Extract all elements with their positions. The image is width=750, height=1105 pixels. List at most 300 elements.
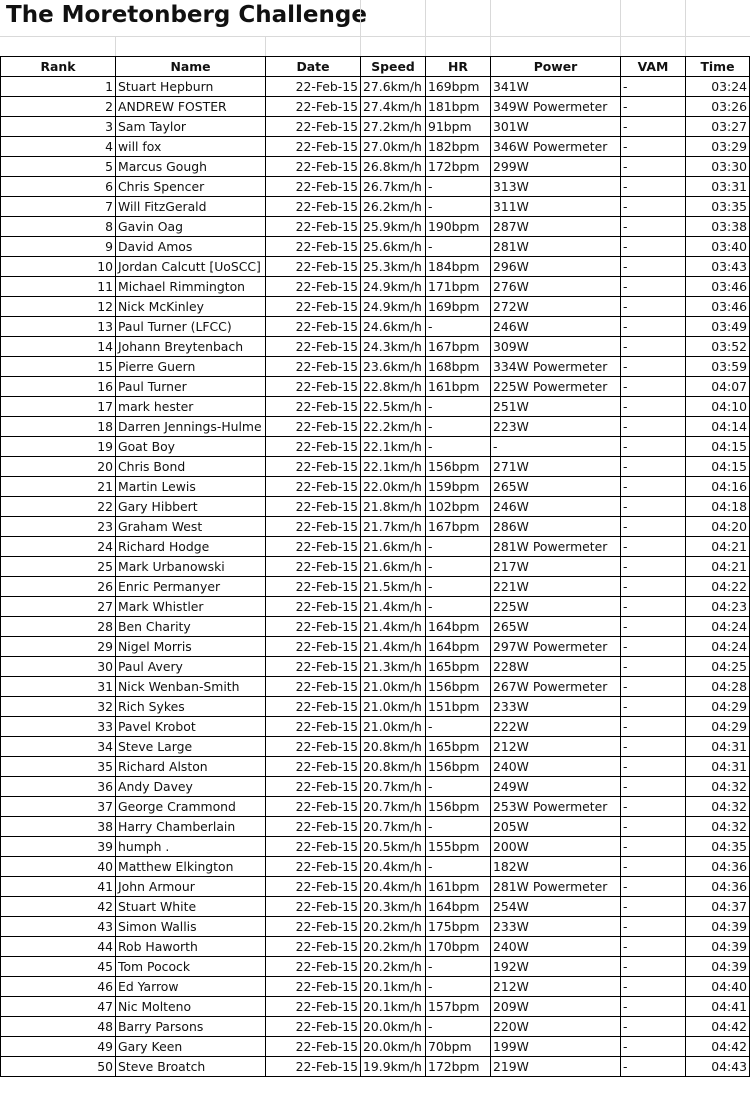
vam-cell[interactable]: -	[621, 117, 686, 137]
power-cell[interactable]: 281W	[491, 237, 621, 257]
name-cell[interactable]: Johann Breytenbach	[116, 337, 266, 357]
name-cell[interactable]: George Crammond	[116, 797, 266, 817]
power-cell[interactable]: -	[491, 437, 621, 457]
power-cell[interactable]: 219W	[491, 1057, 621, 1077]
vam-cell[interactable]: -	[621, 677, 686, 697]
date-cell[interactable]: 22-Feb-15	[266, 877, 361, 897]
hr-cell[interactable]: 172bpm	[426, 157, 491, 177]
date-cell[interactable]: 22-Feb-15	[266, 777, 361, 797]
hr-cell[interactable]: 156bpm	[426, 757, 491, 777]
name-cell[interactable]: mark hester	[116, 397, 266, 417]
time-cell[interactable]: 03:38	[686, 217, 750, 237]
rank-cell[interactable]: 34	[1, 737, 116, 757]
date-cell[interactable]: 22-Feb-15	[266, 117, 361, 137]
hr-cell[interactable]: 169bpm	[426, 297, 491, 317]
time-cell[interactable]: 04:15	[686, 437, 750, 457]
vam-cell[interactable]: -	[621, 737, 686, 757]
time-cell[interactable]: 04:31	[686, 757, 750, 777]
rank-cell[interactable]: 39	[1, 837, 116, 857]
speed-cell[interactable]: 21.5km/h	[361, 577, 426, 597]
speed-cell[interactable]: 21.0km/h	[361, 717, 426, 737]
vam-cell[interactable]: -	[621, 637, 686, 657]
hr-cell[interactable]: 167bpm	[426, 337, 491, 357]
power-cell[interactable]: 265W	[491, 477, 621, 497]
name-cell[interactable]: Nick Wenban-Smith	[116, 677, 266, 697]
name-cell[interactable]: Paul Avery	[116, 657, 266, 677]
rank-cell[interactable]: 44	[1, 937, 116, 957]
time-cell[interactable]: 04:37	[686, 897, 750, 917]
date-cell[interactable]: 22-Feb-15	[266, 837, 361, 857]
name-cell[interactable]: Goat Boy	[116, 437, 266, 457]
speed-cell[interactable]: 27.2km/h	[361, 117, 426, 137]
hr-cell[interactable]: 181bpm	[426, 97, 491, 117]
hr-cell[interactable]: -	[426, 317, 491, 337]
time-cell[interactable]: 04:18	[686, 497, 750, 517]
speed-cell[interactable]: 20.1km/h	[361, 977, 426, 997]
speed-cell[interactable]: 27.0km/h	[361, 137, 426, 157]
rank-cell[interactable]: 33	[1, 717, 116, 737]
vam-cell[interactable]: -	[621, 297, 686, 317]
hr-cell[interactable]: -	[426, 717, 491, 737]
rank-cell[interactable]: 13	[1, 317, 116, 337]
name-cell[interactable]: Pierre Guern	[116, 357, 266, 377]
name-cell[interactable]: Stuart Hepburn	[116, 77, 266, 97]
rank-cell[interactable]: 29	[1, 637, 116, 657]
time-cell[interactable]: 04:36	[686, 877, 750, 897]
vam-cell[interactable]: -	[621, 837, 686, 857]
power-cell[interactable]: 296W	[491, 257, 621, 277]
date-cell[interactable]: 22-Feb-15	[266, 417, 361, 437]
hr-cell[interactable]: -	[426, 817, 491, 837]
date-cell[interactable]: 22-Feb-15	[266, 197, 361, 217]
rank-cell[interactable]: 22	[1, 497, 116, 517]
date-cell[interactable]: 22-Feb-15	[266, 477, 361, 497]
vam-cell[interactable]: -	[621, 237, 686, 257]
rank-cell[interactable]: 38	[1, 817, 116, 837]
vam-cell[interactable]: -	[621, 557, 686, 577]
name-cell[interactable]: Gary Hibbert	[116, 497, 266, 517]
name-cell[interactable]: ANDREW FOSTER	[116, 97, 266, 117]
speed-cell[interactable]: 26.8km/h	[361, 157, 426, 177]
speed-cell[interactable]: 24.3km/h	[361, 337, 426, 357]
hr-cell[interactable]: -	[426, 857, 491, 877]
power-cell[interactable]: 309W	[491, 337, 621, 357]
name-cell[interactable]: Pavel Krobot	[116, 717, 266, 737]
hr-cell[interactable]: 172bpm	[426, 1057, 491, 1077]
time-cell[interactable]: 04:35	[686, 837, 750, 857]
speed-cell[interactable]: 22.0km/h	[361, 477, 426, 497]
rank-cell[interactable]: 7	[1, 197, 116, 217]
vam-cell[interactable]: -	[621, 657, 686, 677]
rank-cell[interactable]: 50	[1, 1057, 116, 1077]
vam-cell[interactable]: -	[621, 1057, 686, 1077]
vam-cell[interactable]: -	[621, 217, 686, 237]
rank-cell[interactable]: 10	[1, 257, 116, 277]
time-cell[interactable]: 04:21	[686, 537, 750, 557]
vam-cell[interactable]: -	[621, 377, 686, 397]
vam-cell[interactable]: -	[621, 357, 686, 377]
hr-cell[interactable]: 156bpm	[426, 677, 491, 697]
name-cell[interactable]: Enric Permanyer	[116, 577, 266, 597]
rank-cell[interactable]: 4	[1, 137, 116, 157]
speed-cell[interactable]: 25.6km/h	[361, 237, 426, 257]
date-cell[interactable]: 22-Feb-15	[266, 377, 361, 397]
hr-cell[interactable]: -	[426, 777, 491, 797]
time-cell[interactable]: 03:43	[686, 257, 750, 277]
header-speed[interactable]: Speed	[361, 57, 426, 77]
time-cell[interactable]: 04:40	[686, 977, 750, 997]
hr-cell[interactable]: 164bpm	[426, 637, 491, 657]
header-time[interactable]: Time	[686, 57, 750, 77]
power-cell[interactable]: 209W	[491, 997, 621, 1017]
name-cell[interactable]: Marcus Gough	[116, 157, 266, 177]
power-cell[interactable]: 334W Powermeter	[491, 357, 621, 377]
rank-cell[interactable]: 47	[1, 997, 116, 1017]
rank-cell[interactable]: 45	[1, 957, 116, 977]
date-cell[interactable]: 22-Feb-15	[266, 1017, 361, 1037]
time-cell[interactable]: 03:40	[686, 237, 750, 257]
vam-cell[interactable]: -	[621, 757, 686, 777]
vam-cell[interactable]: -	[621, 197, 686, 217]
hr-cell[interactable]: 161bpm	[426, 877, 491, 897]
vam-cell[interactable]: -	[621, 697, 686, 717]
name-cell[interactable]: John Armour	[116, 877, 266, 897]
power-cell[interactable]: 249W	[491, 777, 621, 797]
speed-cell[interactable]: 20.2km/h	[361, 937, 426, 957]
vam-cell[interactable]: -	[621, 617, 686, 637]
speed-cell[interactable]: 24.6km/h	[361, 317, 426, 337]
speed-cell[interactable]: 24.9km/h	[361, 297, 426, 317]
vam-cell[interactable]: -	[621, 817, 686, 837]
rank-cell[interactable]: 5	[1, 157, 116, 177]
time-cell[interactable]: 04:32	[686, 777, 750, 797]
name-cell[interactable]: Barry Parsons	[116, 1017, 266, 1037]
time-cell[interactable]: 04:21	[686, 557, 750, 577]
rank-cell[interactable]: 3	[1, 117, 116, 137]
speed-cell[interactable]: 19.9km/h	[361, 1057, 426, 1077]
time-cell[interactable]: 03:29	[686, 137, 750, 157]
hr-cell[interactable]: 171bpm	[426, 277, 491, 297]
date-cell[interactable]: 22-Feb-15	[266, 317, 361, 337]
speed-cell[interactable]: 20.4km/h	[361, 877, 426, 897]
hr-cell[interactable]: 175bpm	[426, 917, 491, 937]
time-cell[interactable]: 04:32	[686, 797, 750, 817]
power-cell[interactable]: 276W	[491, 277, 621, 297]
hr-cell[interactable]: 190bpm	[426, 217, 491, 237]
rank-cell[interactable]: 43	[1, 917, 116, 937]
speed-cell[interactable]: 20.1km/h	[361, 997, 426, 1017]
time-cell[interactable]: 04:39	[686, 937, 750, 957]
power-cell[interactable]: 228W	[491, 657, 621, 677]
time-cell[interactable]: 04:28	[686, 677, 750, 697]
speed-cell[interactable]: 21.4km/h	[361, 617, 426, 637]
power-cell[interactable]: 212W	[491, 977, 621, 997]
rank-cell[interactable]: 16	[1, 377, 116, 397]
power-cell[interactable]: 199W	[491, 1037, 621, 1057]
power-cell[interactable]: 225W Powermeter	[491, 377, 621, 397]
time-cell[interactable]: 03:46	[686, 277, 750, 297]
time-cell[interactable]: 04:32	[686, 817, 750, 837]
name-cell[interactable]: Sam Taylor	[116, 117, 266, 137]
vam-cell[interactable]: -	[621, 957, 686, 977]
power-cell[interactable]: 297W Powermeter	[491, 637, 621, 657]
vam-cell[interactable]: -	[621, 437, 686, 457]
date-cell[interactable]: 22-Feb-15	[266, 937, 361, 957]
hr-cell[interactable]: 182bpm	[426, 137, 491, 157]
header-power[interactable]: Power	[491, 57, 621, 77]
speed-cell[interactable]: 27.6km/h	[361, 77, 426, 97]
power-cell[interactable]: 225W	[491, 597, 621, 617]
name-cell[interactable]: Nigel Morris	[116, 637, 266, 657]
time-cell[interactable]: 04:29	[686, 717, 750, 737]
date-cell[interactable]: 22-Feb-15	[266, 997, 361, 1017]
vam-cell[interactable]: -	[621, 997, 686, 1017]
power-cell[interactable]: 240W	[491, 757, 621, 777]
power-cell[interactable]: 271W	[491, 457, 621, 477]
speed-cell[interactable]: 22.5km/h	[361, 397, 426, 417]
name-cell[interactable]: Stuart White	[116, 897, 266, 917]
name-cell[interactable]: Nick McKinley	[116, 297, 266, 317]
vam-cell[interactable]: -	[621, 97, 686, 117]
power-cell[interactable]: 313W	[491, 177, 621, 197]
vam-cell[interactable]: -	[621, 917, 686, 937]
name-cell[interactable]: Martin Lewis	[116, 477, 266, 497]
rank-cell[interactable]: 20	[1, 457, 116, 477]
speed-cell[interactable]: 21.0km/h	[361, 697, 426, 717]
rank-cell[interactable]: 41	[1, 877, 116, 897]
power-cell[interactable]: 346W Powermeter	[491, 137, 621, 157]
speed-cell[interactable]: 26.7km/h	[361, 177, 426, 197]
power-cell[interactable]: 251W	[491, 397, 621, 417]
time-cell[interactable]: 04:07	[686, 377, 750, 397]
name-cell[interactable]: Steve Large	[116, 737, 266, 757]
speed-cell[interactable]: 21.6km/h	[361, 537, 426, 557]
time-cell[interactable]: 04:43	[686, 1057, 750, 1077]
name-cell[interactable]: Tom Pocock	[116, 957, 266, 977]
date-cell[interactable]: 22-Feb-15	[266, 897, 361, 917]
hr-cell[interactable]: -	[426, 237, 491, 257]
name-cell[interactable]: Matthew Elkington	[116, 857, 266, 877]
vam-cell[interactable]: -	[621, 337, 686, 357]
date-cell[interactable]: 22-Feb-15	[266, 497, 361, 517]
rank-cell[interactable]: 1	[1, 77, 116, 97]
hr-cell[interactable]: 161bpm	[426, 377, 491, 397]
time-cell[interactable]: 03:24	[686, 77, 750, 97]
power-cell[interactable]: 286W	[491, 517, 621, 537]
date-cell[interactable]: 22-Feb-15	[266, 957, 361, 977]
rank-cell[interactable]: 18	[1, 417, 116, 437]
name-cell[interactable]: Will FitzGerald	[116, 197, 266, 217]
date-cell[interactable]: 22-Feb-15	[266, 357, 361, 377]
hr-cell[interactable]: -	[426, 417, 491, 437]
power-cell[interactable]: 233W	[491, 917, 621, 937]
power-cell[interactable]: 233W	[491, 697, 621, 717]
time-cell[interactable]: 03:46	[686, 297, 750, 317]
header-name[interactable]: Name	[116, 57, 266, 77]
speed-cell[interactable]: 22.2km/h	[361, 417, 426, 437]
date-cell[interactable]: 22-Feb-15	[266, 617, 361, 637]
speed-cell[interactable]: 20.7km/h	[361, 777, 426, 797]
name-cell[interactable]: Darren Jennings-Hulme	[116, 417, 266, 437]
time-cell[interactable]: 04:15	[686, 457, 750, 477]
hr-cell[interactable]: 155bpm	[426, 837, 491, 857]
date-cell[interactable]: 22-Feb-15	[266, 577, 361, 597]
vam-cell[interactable]: -	[621, 457, 686, 477]
rank-cell[interactable]: 17	[1, 397, 116, 417]
vam-cell[interactable]: -	[621, 877, 686, 897]
rank-cell[interactable]: 37	[1, 797, 116, 817]
vam-cell[interactable]: -	[621, 397, 686, 417]
time-cell[interactable]: 04:39	[686, 917, 750, 937]
hr-cell[interactable]: 165bpm	[426, 737, 491, 757]
vam-cell[interactable]: -	[621, 597, 686, 617]
date-cell[interactable]: 22-Feb-15	[266, 657, 361, 677]
date-cell[interactable]: 22-Feb-15	[266, 817, 361, 837]
speed-cell[interactable]: 22.1km/h	[361, 437, 426, 457]
name-cell[interactable]: Ed Yarrow	[116, 977, 266, 997]
rank-cell[interactable]: 8	[1, 217, 116, 237]
time-cell[interactable]: 04:29	[686, 697, 750, 717]
speed-cell[interactable]: 20.8km/h	[361, 737, 426, 757]
vam-cell[interactable]: -	[621, 937, 686, 957]
speed-cell[interactable]: 20.4km/h	[361, 857, 426, 877]
header-hr[interactable]: HR	[426, 57, 491, 77]
speed-cell[interactable]: 20.5km/h	[361, 837, 426, 857]
power-cell[interactable]: 311W	[491, 197, 621, 217]
power-cell[interactable]: 205W	[491, 817, 621, 837]
power-cell[interactable]: 265W	[491, 617, 621, 637]
name-cell[interactable]: Paul Turner (LFCC)	[116, 317, 266, 337]
vam-cell[interactable]: -	[621, 137, 686, 157]
hr-cell[interactable]: 168bpm	[426, 357, 491, 377]
hr-cell[interactable]: -	[426, 977, 491, 997]
hr-cell[interactable]: 167bpm	[426, 517, 491, 537]
time-cell[interactable]: 04:22	[686, 577, 750, 597]
speed-cell[interactable]: 24.9km/h	[361, 277, 426, 297]
date-cell[interactable]: 22-Feb-15	[266, 1057, 361, 1077]
vam-cell[interactable]: -	[621, 177, 686, 197]
rank-cell[interactable]: 26	[1, 577, 116, 597]
time-cell[interactable]: 04:41	[686, 997, 750, 1017]
time-cell[interactable]: 04:42	[686, 1037, 750, 1057]
date-cell[interactable]: 22-Feb-15	[266, 337, 361, 357]
vam-cell[interactable]: -	[621, 537, 686, 557]
date-cell[interactable]: 22-Feb-15	[266, 97, 361, 117]
rank-cell[interactable]: 31	[1, 677, 116, 697]
name-cell[interactable]: Andy Davey	[116, 777, 266, 797]
date-cell[interactable]: 22-Feb-15	[266, 297, 361, 317]
name-cell[interactable]: Graham West	[116, 517, 266, 537]
rank-cell[interactable]: 14	[1, 337, 116, 357]
speed-cell[interactable]: 21.7km/h	[361, 517, 426, 537]
header-date[interactable]: Date	[266, 57, 361, 77]
name-cell[interactable]: Mark Urbanowski	[116, 557, 266, 577]
speed-cell[interactable]: 21.4km/h	[361, 637, 426, 657]
hr-cell[interactable]: 91bpm	[426, 117, 491, 137]
vam-cell[interactable]: -	[621, 77, 686, 97]
rank-cell[interactable]: 23	[1, 517, 116, 537]
hr-cell[interactable]: 184bpm	[426, 257, 491, 277]
rank-cell[interactable]: 40	[1, 857, 116, 877]
name-cell[interactable]: Jordan Calcutt [UoSCC]	[116, 257, 266, 277]
date-cell[interactable]: 22-Feb-15	[266, 537, 361, 557]
name-cell[interactable]: Ben Charity	[116, 617, 266, 637]
power-cell[interactable]: 212W	[491, 737, 621, 757]
name-cell[interactable]: humph .	[116, 837, 266, 857]
time-cell[interactable]: 04:14	[686, 417, 750, 437]
vam-cell[interactable]: -	[621, 577, 686, 597]
date-cell[interactable]: 22-Feb-15	[266, 397, 361, 417]
hr-cell[interactable]: -	[426, 597, 491, 617]
vam-cell[interactable]: -	[621, 857, 686, 877]
rank-cell[interactable]: 49	[1, 1037, 116, 1057]
speed-cell[interactable]: 25.9km/h	[361, 217, 426, 237]
name-cell[interactable]: Gavin Oag	[116, 217, 266, 237]
power-cell[interactable]: 267W Powermeter	[491, 677, 621, 697]
date-cell[interactable]: 22-Feb-15	[266, 917, 361, 937]
time-cell[interactable]: 04:39	[686, 957, 750, 977]
power-cell[interactable]: 222W	[491, 717, 621, 737]
name-cell[interactable]: Gary Keen	[116, 1037, 266, 1057]
rank-cell[interactable]: 28	[1, 617, 116, 637]
speed-cell[interactable]: 20.7km/h	[361, 817, 426, 837]
rank-cell[interactable]: 19	[1, 437, 116, 457]
power-cell[interactable]: 341W	[491, 77, 621, 97]
speed-cell[interactable]: 20.0km/h	[361, 1037, 426, 1057]
header-vam[interactable]: VAM	[621, 57, 686, 77]
rank-cell[interactable]: 6	[1, 177, 116, 197]
hr-cell[interactable]: -	[426, 1017, 491, 1037]
date-cell[interactable]: 22-Feb-15	[266, 457, 361, 477]
vam-cell[interactable]: -	[621, 497, 686, 517]
hr-cell[interactable]: -	[426, 577, 491, 597]
speed-cell[interactable]: 20.8km/h	[361, 757, 426, 777]
rank-cell[interactable]: 48	[1, 1017, 116, 1037]
power-cell[interactable]: 221W	[491, 577, 621, 597]
hr-cell[interactable]: 169bpm	[426, 77, 491, 97]
rank-cell[interactable]: 2	[1, 97, 116, 117]
date-cell[interactable]: 22-Feb-15	[266, 177, 361, 197]
hr-cell[interactable]: 157bpm	[426, 997, 491, 1017]
time-cell[interactable]: 04:10	[686, 397, 750, 417]
rank-cell[interactable]: 24	[1, 537, 116, 557]
rank-cell[interactable]: 21	[1, 477, 116, 497]
hr-cell[interactable]: 102bpm	[426, 497, 491, 517]
time-cell[interactable]: 04:23	[686, 597, 750, 617]
speed-cell[interactable]: 25.3km/h	[361, 257, 426, 277]
rank-cell[interactable]: 9	[1, 237, 116, 257]
date-cell[interactable]: 22-Feb-15	[266, 797, 361, 817]
date-cell[interactable]: 22-Feb-15	[266, 517, 361, 537]
name-cell[interactable]: Chris Bond	[116, 457, 266, 477]
date-cell[interactable]: 22-Feb-15	[266, 697, 361, 717]
power-cell[interactable]: 299W	[491, 157, 621, 177]
hr-cell[interactable]: 165bpm	[426, 657, 491, 677]
speed-cell[interactable]: 20.2km/h	[361, 957, 426, 977]
date-cell[interactable]: 22-Feb-15	[266, 557, 361, 577]
power-cell[interactable]: 287W	[491, 217, 621, 237]
date-cell[interactable]: 22-Feb-15	[266, 437, 361, 457]
vam-cell[interactable]: -	[621, 1017, 686, 1037]
speed-cell[interactable]: 20.2km/h	[361, 917, 426, 937]
time-cell[interactable]: 03:27	[686, 117, 750, 137]
time-cell[interactable]: 04:36	[686, 857, 750, 877]
speed-cell[interactable]: 26.2km/h	[361, 197, 426, 217]
hr-cell[interactable]: -	[426, 197, 491, 217]
speed-cell[interactable]: 27.4km/h	[361, 97, 426, 117]
time-cell[interactable]: 03:52	[686, 337, 750, 357]
hr-cell[interactable]: -	[426, 177, 491, 197]
